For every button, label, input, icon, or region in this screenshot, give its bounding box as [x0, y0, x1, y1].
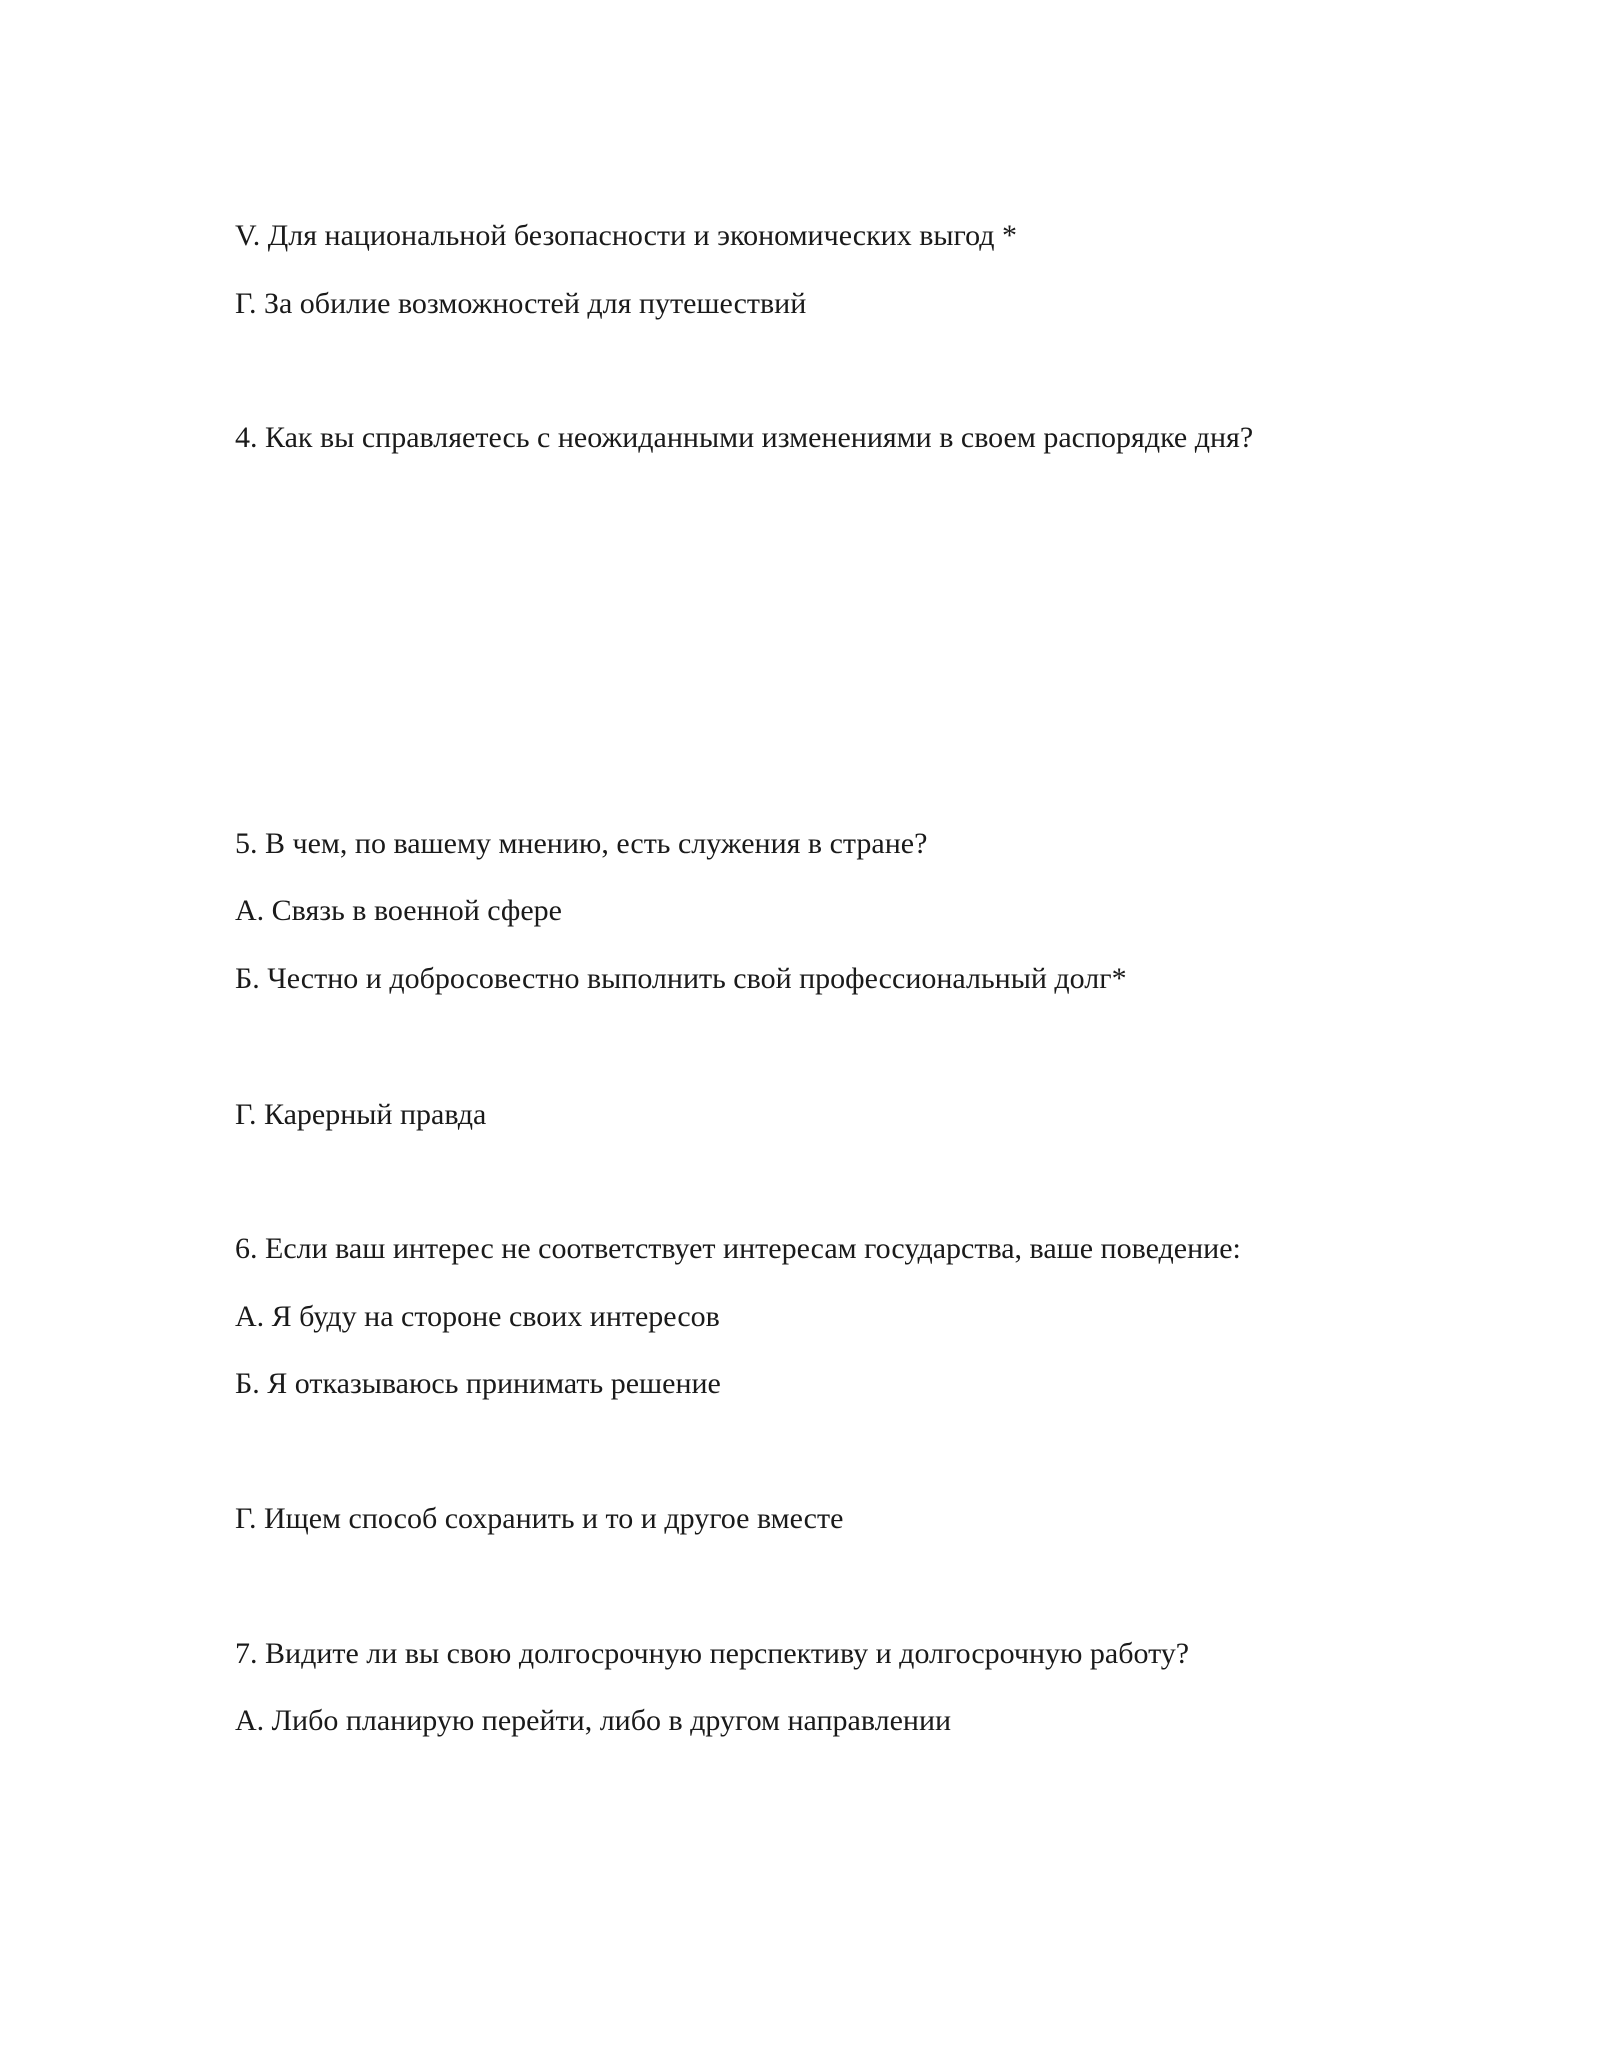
- answer-option-a-q6: А. Я буду на стороне своих интересов: [235, 1300, 720, 1333]
- question-4: 4. Как вы справляетесь с неожиданными изменениями в своем распорядке дня?: [235, 421, 1254, 454]
- question-6: 6. Если ваш интерес не соответствует интересам государства, ваше поведение:: [235, 1232, 1241, 1265]
- answer-option-b-q6: Б. Я отказываюсь принимать решение: [235, 1367, 721, 1400]
- answer-option-a-q7: А. Либо планирую перейти, либо в другом направлении: [235, 1704, 952, 1737]
- answer-option-b-q5: Б. Честно и добросовестно выполнить свой профессиональный долг*: [235, 962, 1127, 995]
- answer-option-g-q6: Г. Ищем способ сохранить и то и другое вместе: [235, 1502, 844, 1535]
- answer-option-v-q3: V. Для национальной безопасности и экономических выгод *: [235, 219, 1017, 252]
- question-5: 5. В чем, по вашему мнению, есть служения в стране?: [235, 827, 928, 860]
- question-7: 7. Видите ли вы свою долгосрочную перспективу и долгосрочную работу?: [235, 1637, 1190, 1670]
- answer-option-g-q3: Г. За обилие возможностей для путешествий: [235, 287, 807, 320]
- answer-option-g-q5: Г. Карерный правда: [235, 1098, 487, 1131]
- answer-option-a-q5: А. Связь в военной сфере: [235, 894, 562, 927]
